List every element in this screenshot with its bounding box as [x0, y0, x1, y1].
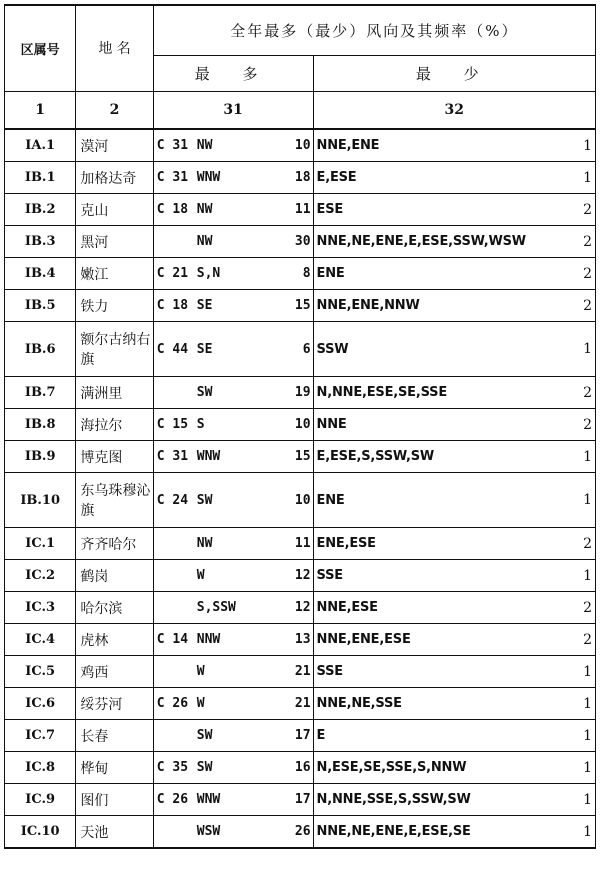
- max-wind-cell: [153, 322, 313, 377]
- table-body: [5, 129, 596, 848]
- max-wind-cell: [153, 290, 313, 322]
- place-name-cell: 虎林: [76, 624, 153, 656]
- max-frequency: 11: [294, 536, 311, 551]
- min-direction: NNE,ENE,NNW: [316, 298, 420, 313]
- group-header: 全年最多（最少）风向及其频率（%）: [153, 5, 595, 55]
- max-direction: S,SSW: [196, 600, 236, 615]
- region-id-cell: ⅠB.5: [5, 290, 76, 322]
- max-wind-cell: [153, 656, 313, 688]
- col-number-1: 1: [5, 91, 76, 129]
- min-frequency: 1: [583, 137, 592, 154]
- max-frequency: 16: [294, 760, 311, 775]
- max-wind-cell: [153, 784, 313, 816]
- place-name-cell: 黑河: [76, 226, 153, 258]
- max-wind-cell: [153, 688, 313, 720]
- place-name-cell: 满洲里: [76, 377, 153, 409]
- max-frequency: 17: [294, 792, 311, 807]
- max-wind-cell: [153, 720, 313, 752]
- region-id-cell: ⅠC.2: [5, 560, 76, 592]
- min-frequency: 2: [583, 631, 592, 648]
- region-id-cell: ⅠB.10: [5, 473, 76, 528]
- place-name-cell: 齐齐哈尔: [76, 528, 153, 560]
- max-wind-cell: [153, 528, 313, 560]
- max-direction: WNW: [196, 170, 221, 185]
- calm-frequency: C 18: [156, 202, 189, 217]
- max-frequency: 6: [302, 341, 311, 357]
- calm-frequency: C 18: [156, 298, 189, 313]
- table-row: [5, 473, 596, 528]
- max-frequency: 21: [294, 696, 311, 711]
- max-frequency: 18: [294, 170, 311, 185]
- min-frequency: 1: [583, 341, 592, 357]
- max-wind-cell: [153, 258, 313, 290]
- min-frequency: 2: [583, 416, 592, 433]
- table-row: [5, 322, 596, 377]
- table-row: [5, 258, 596, 290]
- min-frequency: 1: [583, 567, 592, 584]
- name-header: 地 名: [76, 5, 153, 91]
- region-id-cell: ⅠC.9: [5, 784, 76, 816]
- min-frequency: 2: [583, 233, 592, 250]
- max-frequency: 15: [294, 298, 311, 313]
- place-name-cell: 天池: [76, 816, 153, 849]
- table-row: [5, 194, 596, 226]
- max-direction: SW: [196, 760, 213, 775]
- max-header: 最 多: [153, 55, 313, 91]
- max-frequency: 19: [294, 385, 311, 400]
- place-name-cell: 东乌珠穆沁旗: [76, 473, 153, 528]
- max-frequency: 21: [294, 664, 311, 679]
- max-direction: NNW: [196, 632, 221, 647]
- max-direction: S: [196, 417, 205, 432]
- max-frequency: 10: [294, 492, 311, 508]
- place-name-cell: 加格达奇: [76, 162, 153, 194]
- region-id-cell: ⅠC.1: [5, 528, 76, 560]
- max-wind-cell: [153, 162, 313, 194]
- min-wind-cell: [313, 656, 595, 688]
- calm-frequency: C 24: [156, 492, 189, 508]
- max-wind-cell: [153, 226, 313, 258]
- max-wind-cell: [153, 592, 313, 624]
- max-wind-cell: [153, 816, 313, 849]
- max-wind-cell: [153, 624, 313, 656]
- region-id-cell: ⅠC.5: [5, 656, 76, 688]
- calm-frequency: C 26: [156, 792, 189, 807]
- min-frequency: 1: [583, 169, 592, 186]
- min-direction: SSE: [316, 568, 343, 583]
- calm-frequency: C 15: [156, 417, 189, 432]
- min-direction: E: [316, 728, 326, 743]
- min-wind-cell: [313, 226, 595, 258]
- min-frequency: 1: [583, 759, 592, 776]
- min-direction: ENE: [316, 266, 345, 281]
- place-name-cell: 长春: [76, 720, 153, 752]
- max-direction: W: [196, 568, 205, 583]
- table-row: [5, 226, 596, 258]
- max-direction: S,N: [196, 266, 221, 281]
- min-frequency: 1: [583, 663, 592, 680]
- max-frequency: 30: [294, 234, 311, 249]
- min-frequency: 1: [583, 727, 592, 744]
- table-row: [5, 528, 596, 560]
- min-frequency: 2: [583, 384, 592, 401]
- table-row: [5, 409, 596, 441]
- table-row: [5, 752, 596, 784]
- region-id-cell: ⅠB.3: [5, 226, 76, 258]
- min-frequency: 2: [583, 535, 592, 552]
- max-frequency: 12: [294, 600, 311, 615]
- region-id-cell: ⅠA.1: [5, 129, 76, 162]
- table-row: [5, 784, 596, 816]
- region-id-cell: ⅠC.3: [5, 592, 76, 624]
- min-wind-cell: [313, 560, 595, 592]
- max-frequency: 12: [294, 568, 311, 583]
- min-wind-cell: [313, 162, 595, 194]
- place-name-cell: 鸡西: [76, 656, 153, 688]
- min-direction: N,NNE,SSE,S,SSW,SW: [316, 792, 471, 807]
- place-name-cell: 桦甸: [76, 752, 153, 784]
- max-direction: SW: [196, 728, 213, 743]
- place-name-cell: 漠河: [76, 129, 153, 162]
- min-frequency: 1: [583, 695, 592, 712]
- max-wind-cell: [153, 409, 313, 441]
- region-id-cell: ⅠB.2: [5, 194, 76, 226]
- region-id-cell: ⅠB.1: [5, 162, 76, 194]
- min-frequency: 1: [583, 492, 592, 508]
- min-wind-cell: [313, 688, 595, 720]
- col-number-32: 32: [313, 91, 595, 129]
- place-name-cell: 海拉尔: [76, 409, 153, 441]
- region-id-cell: ⅠB.8: [5, 409, 76, 441]
- max-wind-cell: [153, 194, 313, 226]
- table-row: [5, 129, 596, 162]
- column-number-row: [5, 91, 596, 129]
- table-row: [5, 720, 596, 752]
- place-name-cell: 铁力: [76, 290, 153, 322]
- min-frequency: 1: [583, 823, 592, 840]
- min-wind-cell: [313, 473, 595, 528]
- place-name-cell: 克山: [76, 194, 153, 226]
- max-direction: WNW: [196, 792, 221, 807]
- min-direction: E,ESE: [316, 170, 357, 185]
- min-wind-cell: [313, 322, 595, 377]
- min-direction: ESE: [316, 202, 344, 217]
- min-direction: NNE,NE,ENE,E,ESE,SSW,WSW: [316, 234, 526, 249]
- min-frequency: 2: [583, 265, 592, 282]
- min-wind-cell: [313, 129, 595, 162]
- min-frequency: 1: [583, 448, 592, 465]
- min-wind-cell: [313, 784, 595, 816]
- min-wind-cell: [313, 816, 595, 849]
- place-name-cell: 额尔古纳右旗: [76, 322, 153, 377]
- min-wind-cell: [313, 528, 595, 560]
- min-direction: ENE: [316, 492, 345, 508]
- min-frequency: 2: [583, 201, 592, 218]
- table-row: [5, 624, 596, 656]
- min-wind-cell: [313, 290, 595, 322]
- table-row: [5, 592, 596, 624]
- calm-frequency: C 26: [156, 696, 189, 711]
- calm-frequency: C 44: [156, 341, 189, 357]
- calm-frequency: C 31: [156, 170, 189, 185]
- max-direction: WNW: [196, 449, 221, 464]
- max-direction: SW: [196, 385, 213, 400]
- max-frequency: 8: [302, 266, 311, 281]
- table-row: [5, 290, 596, 322]
- table-row: [5, 688, 596, 720]
- table-row: [5, 162, 596, 194]
- max-frequency: 10: [294, 417, 311, 432]
- max-wind-cell: [153, 441, 313, 473]
- place-name-cell: 鹤岗: [76, 560, 153, 592]
- min-wind-cell: [313, 720, 595, 752]
- min-direction: SSW: [316, 341, 349, 357]
- calm-frequency: C 31: [156, 449, 189, 464]
- min-direction: N,NNE,ESE,SE,SSE: [316, 385, 448, 400]
- min-direction: NNE,ESE: [316, 600, 378, 615]
- region-id-cell: ⅠC.7: [5, 720, 76, 752]
- max-direction: W: [196, 696, 205, 711]
- min-direction: NNE,ENE: [316, 138, 380, 153]
- table-row: [5, 377, 596, 409]
- place-name-cell: 绥芬河: [76, 688, 153, 720]
- max-direction: SE: [196, 341, 213, 357]
- min-direction: NNE,ENE,ESE: [316, 632, 411, 647]
- max-wind-cell: [153, 752, 313, 784]
- region-id-cell: ⅠB.9: [5, 441, 76, 473]
- max-frequency: 17: [294, 728, 311, 743]
- region-header: 区属号: [5, 5, 76, 91]
- max-direction: SE: [196, 298, 213, 313]
- calm-frequency: C 21: [156, 266, 189, 281]
- calm-frequency: C 31: [156, 138, 189, 153]
- min-frequency: 2: [583, 599, 592, 616]
- col-number-31: 31: [153, 91, 313, 129]
- min-direction: SSE: [316, 664, 343, 679]
- max-wind-cell: [153, 377, 313, 409]
- min-wind-cell: [313, 409, 595, 441]
- region-id-cell: ⅠC.4: [5, 624, 76, 656]
- place-name-cell: 博克图: [76, 441, 153, 473]
- place-name-cell: 嫩江: [76, 258, 153, 290]
- min-direction: NNE,NE,SSE: [316, 696, 402, 711]
- max-wind-cell: [153, 560, 313, 592]
- min-direction: E,ESE,S,SSW,SW: [316, 449, 434, 464]
- max-frequency: 15: [294, 449, 311, 464]
- max-frequency: 10: [294, 138, 311, 153]
- max-wind-cell: [153, 129, 313, 162]
- place-name-cell: 哈尔滨: [76, 592, 153, 624]
- region-id-cell: ⅠC.8: [5, 752, 76, 784]
- table-row: [5, 441, 596, 473]
- min-frequency: 1: [583, 791, 592, 808]
- max-frequency: 26: [294, 824, 311, 839]
- min-direction: N,ESE,SE,SSE,S,NNW: [316, 760, 467, 775]
- min-header: 最 少: [313, 55, 595, 91]
- min-wind-cell: [313, 592, 595, 624]
- min-direction: ENE,ESE: [316, 536, 376, 551]
- place-name-cell: 图们: [76, 784, 153, 816]
- min-wind-cell: [313, 624, 595, 656]
- min-wind-cell: [313, 194, 595, 226]
- wind-frequency-table: [4, 4, 596, 849]
- region-id-cell: ⅠB.4: [5, 258, 76, 290]
- table-row: [5, 816, 596, 849]
- max-frequency: 13: [294, 632, 311, 647]
- min-direction: NNE: [316, 417, 347, 432]
- max-direction: WSW: [196, 824, 221, 839]
- region-id-cell: ⅠB.7: [5, 377, 76, 409]
- min-frequency: 2: [583, 297, 592, 314]
- min-direction: NNE,NE,ENE,E,ESE,SE: [316, 824, 471, 839]
- min-wind-cell: [313, 258, 595, 290]
- table-row: [5, 560, 596, 592]
- max-direction: NW: [196, 138, 213, 153]
- calm-frequency: C 14: [156, 632, 189, 647]
- max-direction: NW: [196, 234, 213, 249]
- region-id-cell: ⅠC.10: [5, 816, 76, 849]
- min-wind-cell: [313, 441, 595, 473]
- region-id-cell: ⅠB.6: [5, 322, 76, 377]
- table-row: [5, 656, 596, 688]
- max-frequency: 11: [294, 202, 311, 217]
- max-wind-cell: [153, 473, 313, 528]
- col-number-2: 2: [76, 91, 153, 129]
- min-wind-cell: [313, 377, 595, 409]
- calm-frequency: C 35: [156, 760, 189, 775]
- max-direction: SW: [196, 492, 213, 508]
- max-direction: W: [196, 664, 205, 679]
- max-direction: NW: [196, 536, 213, 551]
- region-id-cell: ⅠC.6: [5, 688, 76, 720]
- max-direction: NW: [196, 202, 213, 217]
- min-wind-cell: [313, 752, 595, 784]
